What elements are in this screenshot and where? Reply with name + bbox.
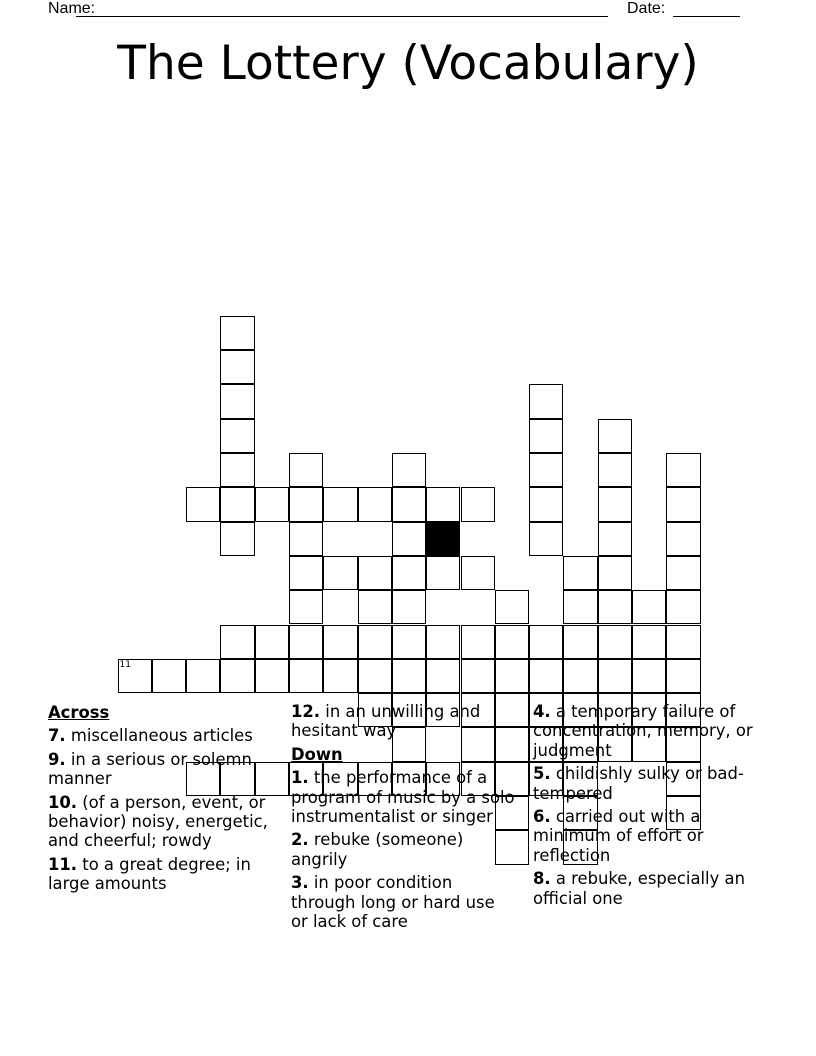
clue-text: miscellaneous articles	[70, 726, 253, 746]
crossword-cell[interactable]	[220, 453, 254, 487]
clue-column-1	[48, 702, 273, 898]
crossword-cell[interactable]	[461, 625, 495, 659]
clue-across-7	[48, 726, 273, 745]
crossword-cell[interactable]	[461, 487, 495, 521]
crossword-cell[interactable]	[529, 625, 563, 659]
crossword-cell[interactable]	[220, 384, 254, 418]
page-title: The Lottery (Vocabulary)	[117, 36, 699, 91]
crossword-cell[interactable]	[392, 453, 426, 487]
crossword-cell[interactable]	[255, 659, 289, 693]
crossword-cell[interactable]	[461, 659, 495, 693]
crossword-cell[interactable]	[563, 556, 597, 590]
clue-text: the performance of a program of music by a solo instrumentalist or singer	[291, 768, 515, 827]
crossword-cell[interactable]	[598, 556, 632, 590]
down-heading: Down	[291, 744, 343, 764]
crossword-cell[interactable]	[392, 487, 426, 521]
clue-list	[48, 702, 768, 962]
crossword-cell[interactable]	[358, 625, 392, 659]
clue-text: to a great degree; in large amounts	[48, 854, 251, 894]
clue-number: 8.	[533, 869, 551, 889]
clue-text: (of a person, event, or behavior) noisy, energetic, and cheerful; rowdy	[48, 792, 268, 851]
crossword-cell[interactable]	[495, 590, 529, 624]
crossword-cell[interactable]	[598, 487, 632, 521]
crossword-cell[interactable]	[323, 487, 357, 521]
crossword-cell[interactable]	[186, 659, 220, 693]
crossword-cell[interactable]	[220, 350, 254, 384]
crossword-cell[interactable]	[220, 625, 254, 659]
crossword-cell[interactable]	[666, 625, 700, 659]
crossword-cell[interactable]	[289, 556, 323, 590]
clue-text: a rebuke, especially an official one	[533, 869, 745, 908]
clue-text: in an unwilling and hesitant way	[291, 702, 481, 741]
crossword-cell[interactable]	[666, 487, 700, 521]
clue-number: 5.	[533, 764, 551, 784]
clue-number: 7.	[48, 726, 66, 746]
clue-text: a temporary failure of concentration, memory, or judgment	[533, 702, 753, 760]
clue-down-1	[291, 768, 516, 826]
crossword-cell[interactable]	[666, 522, 700, 556]
clue-down-4	[533, 702, 758, 760]
crossword-cell[interactable]	[563, 625, 597, 659]
crossword-cell[interactable]	[563, 590, 597, 624]
crossword-cell[interactable]	[392, 659, 426, 693]
crossword-cell[interactable]	[220, 522, 254, 556]
clue-number: 10.	[48, 792, 78, 812]
crossword-cell[interactable]	[358, 556, 392, 590]
crossword-cell[interactable]	[529, 487, 563, 521]
crossword-cell[interactable]	[426, 659, 460, 693]
crossword-cell[interactable]	[289, 625, 323, 659]
clue-column-3	[533, 702, 758, 912]
crossword-cell[interactable]	[426, 487, 460, 521]
crossword-cell[interactable]	[598, 453, 632, 487]
crossword-cell[interactable]	[118, 659, 152, 693]
crossword-cell[interactable]	[289, 487, 323, 521]
crossword-cell[interactable]	[323, 556, 357, 590]
across-heading: Across	[48, 703, 110, 722]
crossword-cell[interactable]	[392, 625, 426, 659]
crossword-cell[interactable]	[289, 453, 323, 487]
crossword-cell[interactable]	[220, 316, 254, 350]
crossword-cell[interactable]	[598, 590, 632, 624]
clue-across-12	[291, 702, 516, 741]
clue-down-3	[291, 873, 516, 931]
date-label: Date:	[627, 0, 666, 17]
crossword-cell[interactable]	[289, 659, 323, 693]
crossword-cell[interactable]	[529, 522, 563, 556]
name-label: Name:	[48, 0, 96, 17]
crossword-cell[interactable]	[392, 522, 426, 556]
clue-column-2	[291, 702, 516, 935]
crossword-cell[interactable]	[358, 487, 392, 521]
clue-number: 9.	[48, 749, 66, 769]
crossword-cell[interactable]	[529, 453, 563, 487]
clue-number: 2.	[291, 830, 309, 850]
clue-down-6	[533, 807, 758, 865]
crossword-cell[interactable]	[392, 556, 426, 590]
clue-text: in a serious or solemn manner	[48, 749, 252, 789]
clue-number: 1.	[291, 768, 309, 788]
crossword-cell[interactable]	[220, 659, 254, 693]
crossword-cell[interactable]	[666, 590, 700, 624]
clue-text: carried out with a minimum of effort or reflection	[533, 807, 704, 865]
crossword-cell[interactable]	[632, 659, 666, 693]
clue-number-label: 11	[119, 659, 131, 670]
crossword-cell[interactable]	[598, 659, 632, 693]
crossword-cell[interactable]	[255, 625, 289, 659]
crossword-cell[interactable]	[392, 590, 426, 624]
crossword-cell[interactable]	[666, 556, 700, 590]
crossword-cell[interactable]	[666, 453, 700, 487]
crossword-cell[interactable]	[186, 487, 220, 521]
clue-across-11	[48, 855, 273, 894]
crossword-cell[interactable]	[598, 522, 632, 556]
crossword-cell[interactable]	[529, 384, 563, 418]
crossword-cell[interactable]	[220, 487, 254, 521]
crossword-cell[interactable]	[461, 556, 495, 590]
clue-across-10	[48, 793, 273, 851]
crossword-cell[interactable]	[495, 659, 529, 693]
crossword-cell[interactable]	[598, 625, 632, 659]
crossword-black-cell	[426, 522, 460, 556]
clue-across-9	[48, 750, 273, 789]
clue-number: 12.	[291, 702, 321, 721]
crossword-cell[interactable]	[598, 419, 632, 453]
crossword-cell[interactable]	[358, 590, 392, 624]
crossword-cell[interactable]	[632, 625, 666, 659]
crossword-cell[interactable]	[289, 590, 323, 624]
clue-number: 6.	[533, 807, 551, 827]
crossword-cell[interactable]	[323, 625, 357, 659]
clue-number: 4.	[533, 702, 551, 721]
crossword-cell[interactable]	[426, 625, 460, 659]
crossword-cell[interactable]	[529, 419, 563, 453]
clue-down-2	[291, 830, 516, 869]
crossword-cell[interactable]	[220, 419, 254, 453]
crossword-cell[interactable]	[358, 659, 392, 693]
crossword-cell[interactable]	[152, 659, 186, 693]
crossword-cell[interactable]	[323, 659, 357, 693]
crossword-cell[interactable]	[255, 487, 289, 521]
crossword-cell[interactable]	[632, 590, 666, 624]
crossword-cell[interactable]	[666, 659, 700, 693]
crossword-cell[interactable]	[495, 625, 529, 659]
clue-number: 3.	[291, 873, 309, 893]
crossword-cell[interactable]	[563, 659, 597, 693]
clue-text: rebuke (someone) angrily	[291, 830, 464, 869]
crossword-cell[interactable]	[426, 556, 460, 590]
clue-down-8	[533, 869, 758, 908]
crossword-cell[interactable]	[529, 659, 563, 693]
clue-text: childishly sulky or bad-tempered	[533, 764, 744, 803]
clue-number: 11.	[48, 854, 78, 874]
crossword-cell[interactable]	[289, 522, 323, 556]
clue-down-5	[533, 764, 758, 803]
clue-text: in poor condition through long or hard use or lack of care	[291, 873, 495, 932]
